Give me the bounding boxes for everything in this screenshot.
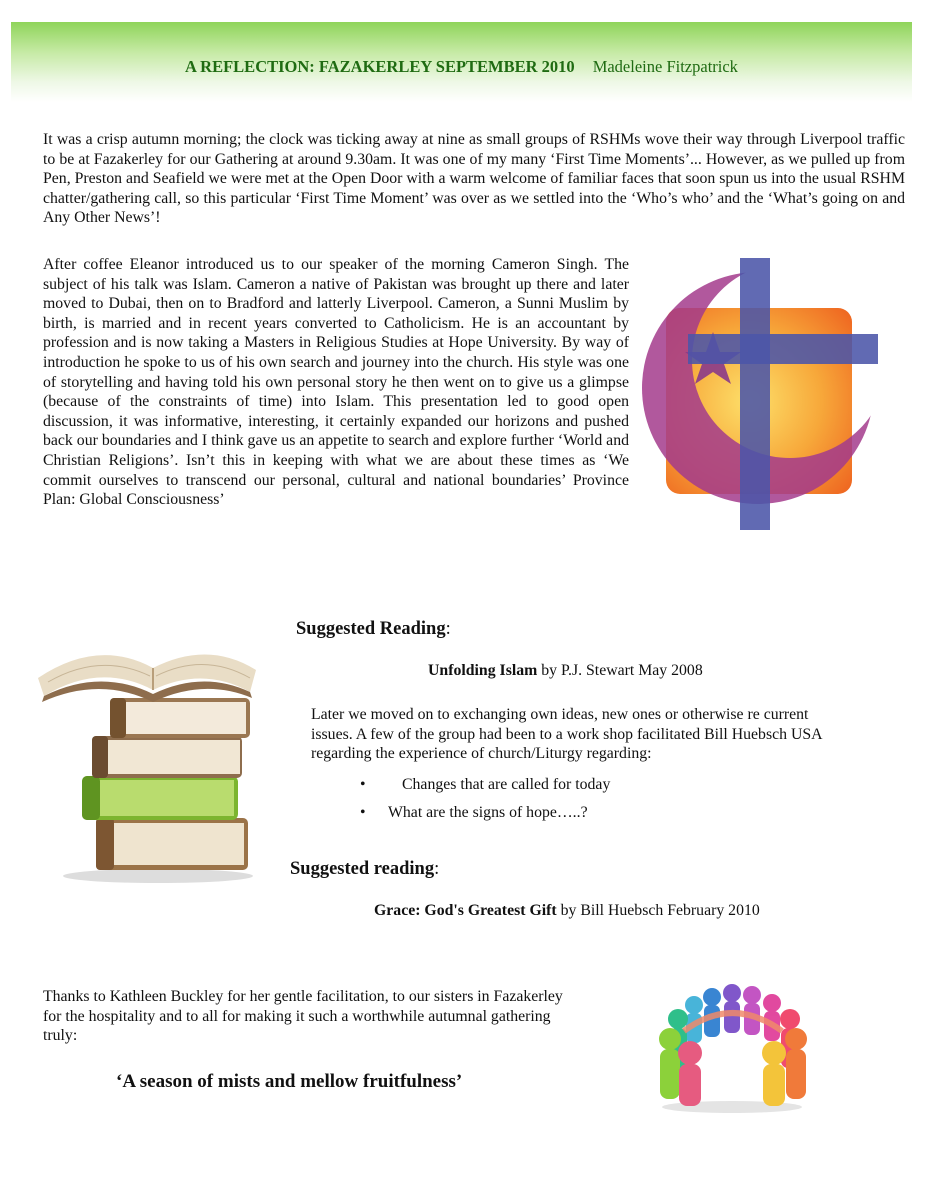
intro-paragraph: It was a crisp autumn morning; the clock was ticking away at nine as small groups of RSHMs wove their way through Liverpool traffic to be at Fazakerley for our Gathering at around 9.30am. It was one of my many ‘First Time Moments’... However, as we pulled up from Pen, Preston and Seafield we were met at the Open Door with a warm welcome of familiar faces that soon spun us into the usual RSHM chatter/gathering call, so this particular ‘First Time Moment’ was over as we settled into the ‘Who’s who’ and the ‘What’s going on and Any Other News’!	[43, 131, 905, 227]
cross-crescent-star-icon	[640, 250, 885, 535]
thanks-paragraph: Thanks to Kathleen Buckley for her gentle facilitation, to our sisters in Fazakerley for the hospitality and to all for making it such a worthwhile autumnal gathering truly:	[43, 988, 563, 1045]
closing-quote: ‘A season of mists and mellow fruitfulness’	[116, 1071, 463, 1092]
stacked-books-icon	[28, 618, 260, 886]
page-title: A REFLECTION: FAZAKERLEY SEPTEMBER 2010	[185, 57, 575, 76]
book-title: Unfolding Islam	[428, 662, 538, 679]
book-title: Grace: God's Greatest Gift	[374, 902, 557, 919]
exchange-paragraph: Later we moved on to exchanging own ideas, new ones or otherwise re current issues. A few of the group had been to a work shop facilitated Bill Huebsch USA regarding the experience of church/Liturgy regarding:	[311, 706, 822, 763]
header-text	[11, 57, 912, 77]
suggested-reading-heading-1: Suggested Reading:	[296, 619, 451, 639]
book-reference-2: Grace: God's Greatest Gift by Bill Huebsch February 2010	[374, 902, 760, 919]
suggested-reading-heading-2: Suggested reading:	[290, 859, 440, 879]
book-reference-1: Unfolding Islam by P.J. Stewart May 2008	[428, 662, 703, 679]
header-banner	[11, 22, 912, 102]
speaker-paragraph: After coffee Eleanor introduced us to our speaker of the morning Cameron Singh. The subject of his talk was Islam. Cameron a native of Pakistan was brought up there and later moved to Dubai, then on to Bradford and latterly Liverpool. Cameron, a Sunni Muslim by birth, is married and in recent years converted to Catholicism. He is an accountant by profession and is now taking a Masters in Religious Studies at Hope University. By way of introduction he spoke to us of his own search and journey into the church. His style was one of storytelling and having told his own personal story he then went on to give us a glimpse (because of the constraints of time) into Islam. This presentation led to good open discussion, it was informative, interesting, it certainly expanded our horizons and pushed back our boundaries and I think gave us an appetite to search and explore further ‘World and Christian Religions’. Isn’t this in keeping with what we are about these times as ‘We commit ourselves to transcend our personal, cultural and national boundaries’ Province Plan: Global Consciousness’	[43, 256, 629, 509]
author-name: Madeleine Fitzpatrick	[592, 57, 738, 76]
circle-of-people-icon	[650, 975, 815, 1115]
